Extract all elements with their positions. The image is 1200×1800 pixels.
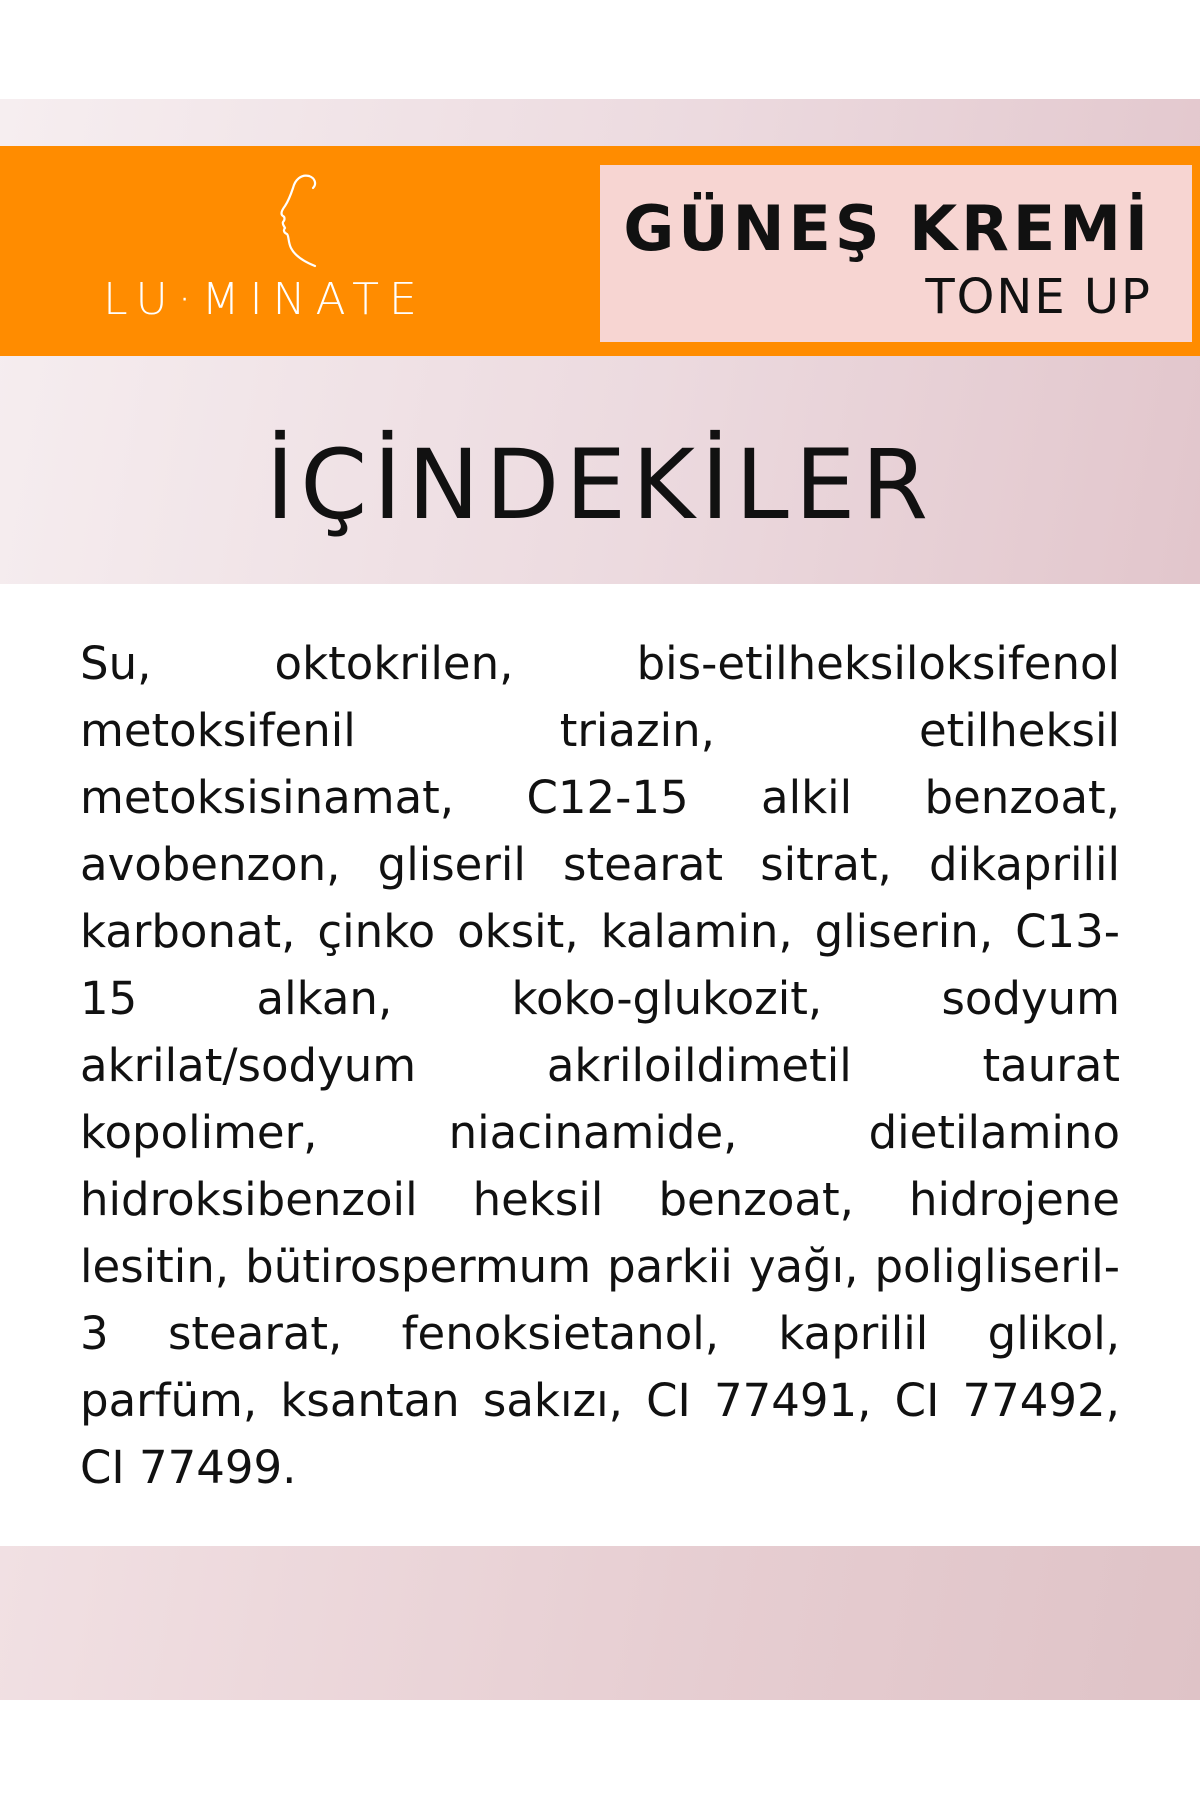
bottom-pink-band — [0, 1546, 1200, 1700]
product-title: GÜNEŞ KREMİ — [623, 192, 1152, 265]
brand-name: LU·MINATE — [103, 274, 427, 325]
face-profile-icon — [265, 170, 325, 270]
product-title-box — [600, 165, 1192, 342]
product-subtitle: TONE UP — [925, 269, 1152, 325]
brand-logo — [40, 146, 490, 356]
ingredients-list: Su, oktokrilen, bis-etilheksiloksifenol metoksifenil triazin, etilheksil metoksisinamat, C12-15 alkil benzoat, avobenzon, gliseril stearat sitrat, dikaprilil karbonat, çinko oksit, kalamin, gliserin, C13-15 alkan, koko-glukozit, sodyum akrilat/sodyum akriloildimetil taurat kopolimer, niacinamide, dietilamino hidroksibenzoil heksil benzoat, hidrojene lesitin, bütirospermum parkii yağı, poligliseril-3 stearat, fenoksietanol, kaprilil glikol, parfüm, ksantan sakızı, CI 77491, CI 77492, CI 77499. — [80, 637, 1120, 1494]
section-title: İÇİNDEKİLER — [265, 429, 935, 541]
